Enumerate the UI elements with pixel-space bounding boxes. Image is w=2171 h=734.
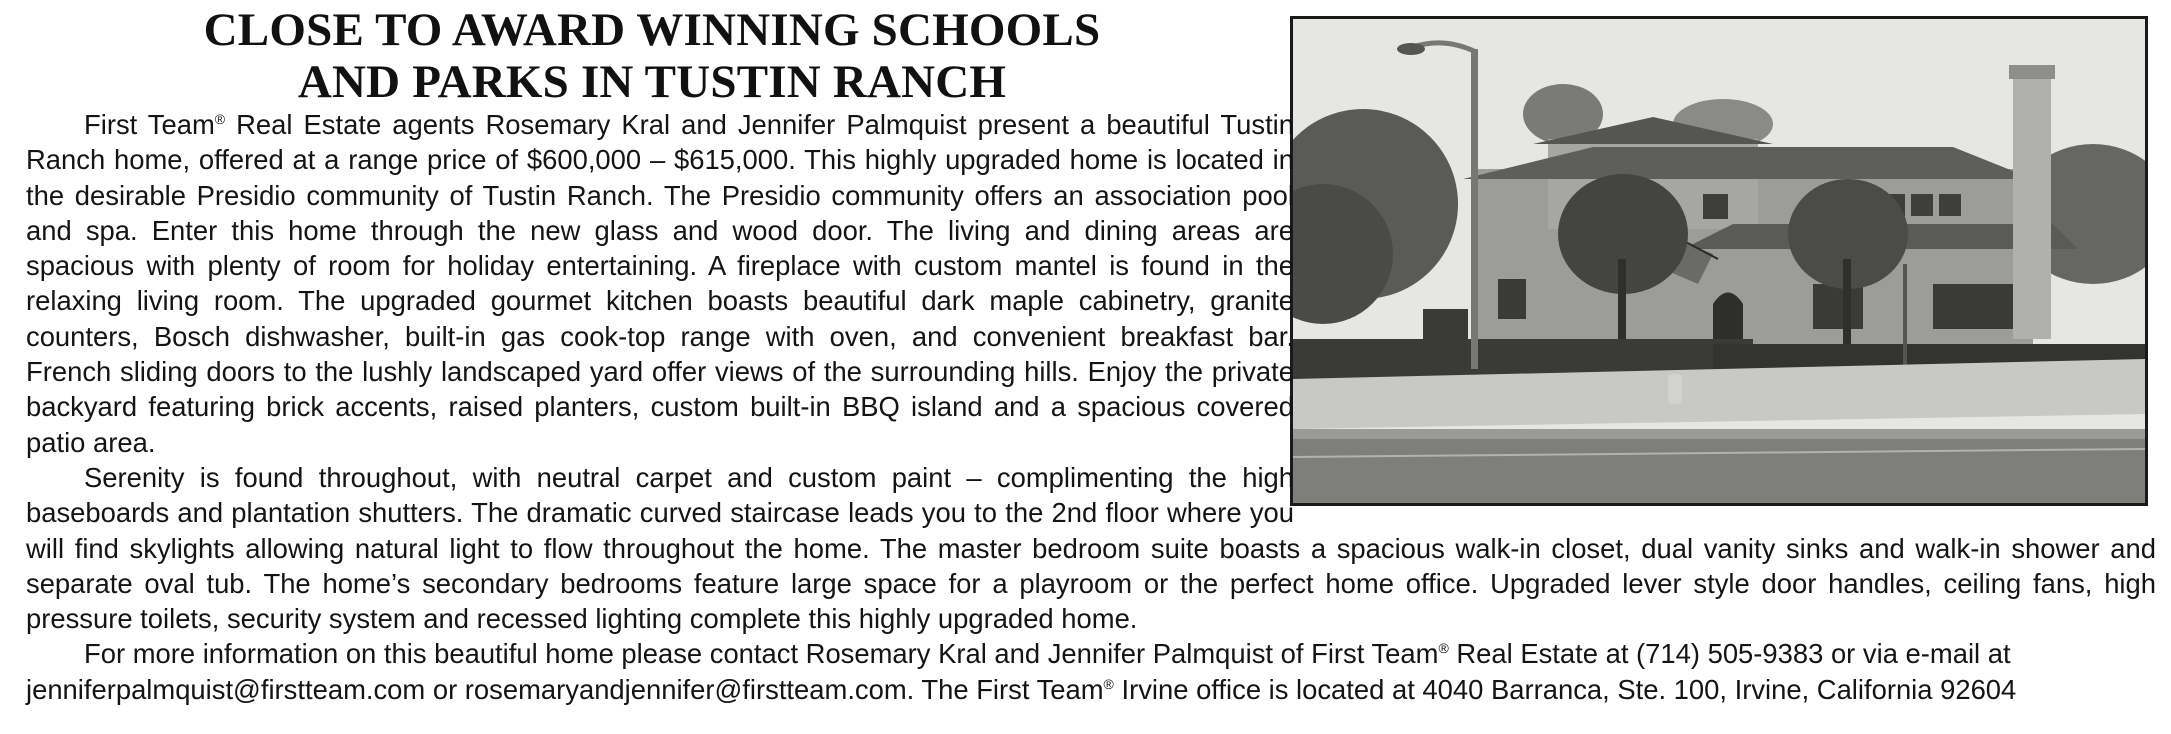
registered-mark: ® [1438, 640, 1449, 657]
headline-line-1: CLOSE TO AWARD WINNING SCHOOLS [203, 4, 1101, 56]
p1-text-a: First Team [84, 109, 215, 140]
p3-text-b: Real Estate at (714) 505-9383 or via e-mail at jenniferpalmquist@firstteam.com or rosemaryandjennifer@firstteam.com. The First Team [26, 638, 2011, 705]
registered-mark: ® [214, 111, 226, 127]
article-body [26, 107, 2156, 707]
p3-text-c: Irvine office is located at 4040 Barranca, Ste. 100, Irvine, California 92604 [1113, 673, 2017, 705]
headline [22, 4, 1282, 108]
p3-text-a: For more information on this beautiful home please contact Rosemary Kral and Jennifer Palmquist of First Team [84, 638, 1439, 670]
photo-wrap-spacer [1294, 107, 2156, 527]
article-paragraph-3 [26, 636, 2156, 707]
article-paragraph-2: Serenity is found throughout, with neutral carpet and custom paint – complimenting the high baseboards and plantation shutters. The dramatic curved staircase leads you to the 2nd floor where you will find skylights allowing natural light to flow throughout the home. The master bedroom suite boasts a spacious walk-in closet, dual vanity sinks and walk-in shower and separate oval tub. The home’s secondary bedrooms feature large space for a playroom or the perfect home office. Upgraded lever style door handles, ceiling fans, high pressure toilets, security system and recessed lighting complete this highly upgraded home. [26, 461, 2156, 635]
headline-line-2: AND PARKS IN TUSTIN RANCH [297, 56, 1007, 108]
p1-text-b: Real Estate agents Rosemary Kral and Jennifer Palmquist present a beautiful Tustin Ranch home, offered at a range price of $600,000 – $615,000. This highly upgraded home is located in the desirable Presidio community of Tustin Ranch. The Presidio community offers an association pool and spa. Enter this home through the new glass and wood door. The living and dining areas are spacious with plenty of room for holiday entertaining. A fireplace with custom mantel is found in the relaxing living room. The upgraded gourmet kitchen boasts beautiful dark maple cabinetry, granite counters, Bosch dishwasher, built-in gas cook-top range with oven, and convenient breakfast bar. French sliding doors to the lushly landscaped yard offer views of the surrounding hills. Enjoy the private backyard featuring brick accents, raised planters, custom built-in BBQ island and a spacious covered patio area. [26, 109, 1294, 458]
registered-mark: ® [1103, 675, 1114, 692]
